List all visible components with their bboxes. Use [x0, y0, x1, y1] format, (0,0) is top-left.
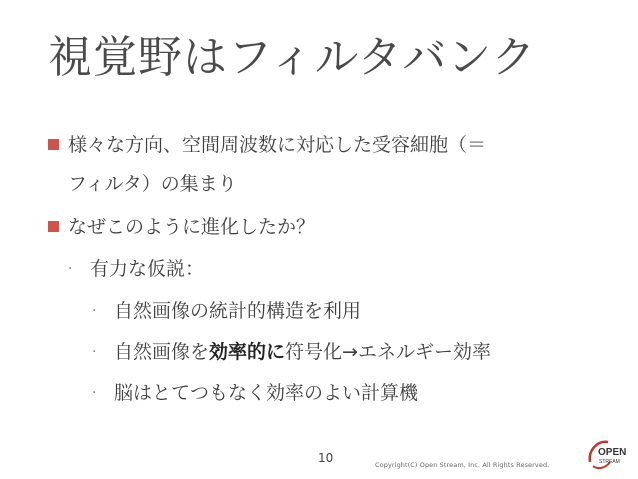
- bullet-1-line-1: [48, 132, 486, 158]
- sub-bullet-text: 有力な仮説：: [90, 258, 205, 280]
- copyright-notice: Copyright(C) Open Stream, Inc. All Rights Reserved.: [375, 461, 550, 469]
- sub-sub-bullet-1: [92, 298, 361, 324]
- square-bullet-icon: [48, 221, 59, 232]
- sub-sub-bullet-2-pre: 自然画像を: [114, 341, 210, 363]
- svg-text:OPEN: OPEN: [598, 447, 627, 458]
- dot-bullet-icon: ·: [92, 344, 97, 360]
- square-bullet-icon: [48, 139, 59, 150]
- svg-text:STREAM: STREAM: [599, 459, 620, 465]
- page-number: 10: [318, 451, 334, 465]
- sub-bullet: [68, 256, 204, 282]
- sub-sub-bullet-3: [92, 380, 418, 406]
- dot-bullet-icon: ·: [92, 385, 97, 401]
- sub-sub-bullet-1-text: 自然画像の統計的構造を利用: [114, 300, 362, 322]
- slide-title: 視覚野はフィルタバンク: [48, 32, 537, 83]
- open-stream-logo: [584, 436, 628, 474]
- bullet-1-line-2: フィルタ）の集まり: [68, 173, 237, 195]
- bullet-1-text-1: 様々な方向、空間周波数に対応した受容細胞（＝: [68, 134, 487, 156]
- sub-sub-bullet-2-bold: 効率的に: [209, 341, 286, 363]
- bullet-2-text: なぜこのように進化したか？: [68, 216, 316, 238]
- bullet-2: [48, 214, 315, 240]
- sub-sub-bullet-2-post: 符号化→エネルギー効率: [285, 341, 491, 363]
- dot-bullet-icon: ·: [92, 303, 97, 319]
- sub-sub-bullet-3-text: 脳はとてつもなく効率のよい計算機: [114, 382, 419, 404]
- dot-bullet-icon: ·: [68, 261, 73, 277]
- sub-sub-bullet-2: [92, 339, 491, 365]
